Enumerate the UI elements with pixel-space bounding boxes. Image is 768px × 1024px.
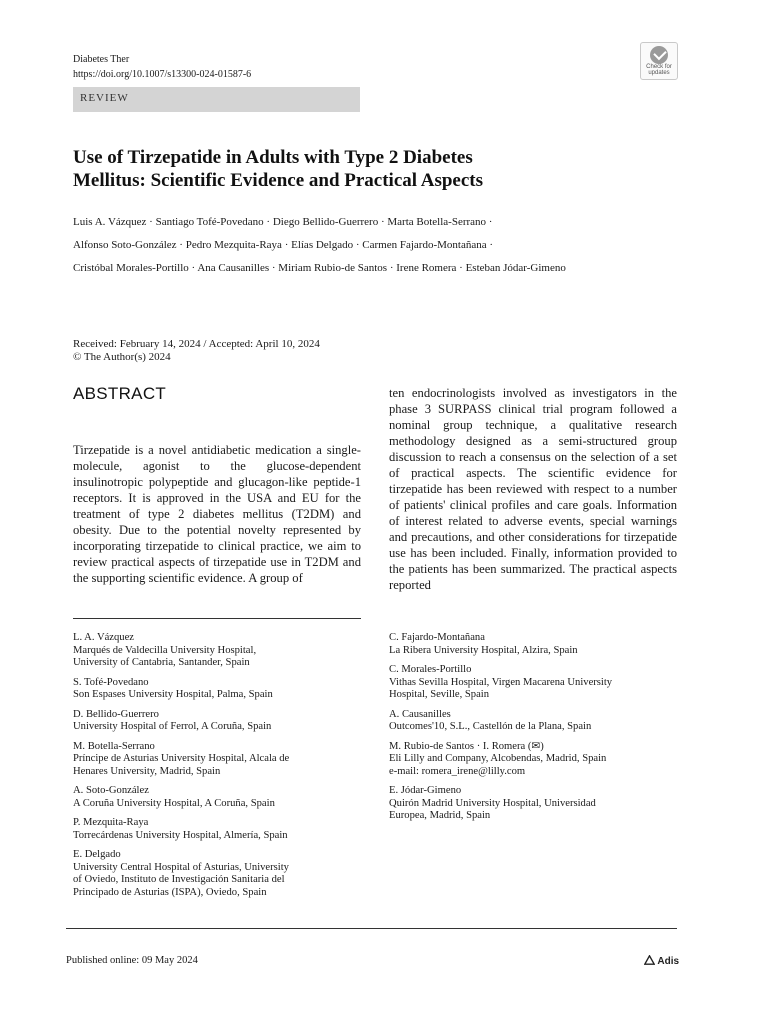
affiliation-line: Son Espases University Hospital, Palma, Spain (73, 689, 273, 700)
journal-name: Diabetes Ther (73, 54, 130, 65)
affiliation-line: Principado de Asturias (ISPA), Oviedo, Spain (73, 886, 267, 898)
abstract-heading: ABSTRACT (73, 384, 167, 403)
affiliation-entry (389, 785, 679, 823)
affiliation-line: Outcomes'10, S.L., Castellón de la Plana, Spain (389, 721, 592, 732)
affiliation-author: C. Fajardo-Montañana (389, 632, 485, 643)
check-for-updates-icon (650, 46, 668, 64)
adis-triangle-icon (644, 955, 655, 965)
affiliation-author: L. A. Vázquez (73, 632, 134, 643)
article-title (73, 146, 673, 192)
authors-line: Cristóbal Morales-Portillo · Ana Causanilles · Miriam Rubio-de Santos · Irene Romera · Esteban Jódar-Gimeno (73, 262, 566, 274)
affiliation-line: A Coruña University Hospital, A Coruña, Spain (73, 797, 275, 809)
affiliations-right (389, 632, 679, 830)
affiliation-line: of Oviedo, Instituto de Investigación Sanitaria del (73, 874, 285, 885)
affiliation-line: Marqués de Valdecilla University Hospital, (73, 644, 257, 656)
affiliation-line: Henares University, Madrid, Spain (73, 765, 221, 777)
affiliation-entry (73, 677, 363, 702)
article-type-bar (73, 87, 360, 112)
badge-line2: updates (648, 70, 670, 76)
abstract-text-col1: Tirzepatide is a novel antidiabetic medication a single-molecule, agonist to the glucose-dependent insulinotropic polypeptide and glucagon-like peptide-1 receptors. It is approved in the USA and EU for the treatment of type 2 diabetes mellitus (T2DM) and obesity. Due to the potential novelty represented by incorporating tirzepatide to clinical practice, we aim to review practical aspects of tirzepatide use in T2DM and the supporting scientific evidence. A group of (73, 443, 361, 585)
affiliation-line: Eli Lilly and Company, Alcobendas, Madrid, Spain (389, 753, 607, 764)
title-line: Use of Tirzepatide in Adults with Type 2 Diabetes (73, 147, 473, 168)
affiliation-author: A. Causanilles (389, 708, 451, 720)
affiliation-entry (389, 709, 679, 734)
affiliation-entry (389, 632, 679, 657)
affiliation-author: E. Jódar-Gimeno (389, 785, 462, 796)
affiliation-line: La Ribera University Hospital, Alzira, Spain (389, 644, 578, 656)
doi-link[interactable]: https://doi.org/10.1007/s13300-024-01587-6 (73, 69, 252, 80)
affiliation-author: D. Bellido-Guerrero (73, 708, 159, 720)
affiliation-author: M. Botella-Serrano (73, 740, 155, 752)
affiliation-author: C. Morales-Portillo (389, 664, 472, 675)
badge-line1: Check for (646, 64, 672, 70)
publisher-name: Adis (657, 956, 680, 967)
article-dates (73, 338, 320, 364)
abstract-text-col2: ten endocrinologists involved as investigators in the phase 3 SURPASS clinical trial program followed a nominal group technique, a qualitative research methodology designed as a semi-structured group discussion to reach a consensus on the selection of a set of practical aspects. The scientific evidence for tirzepatide has been reviewed with respect to a number of patients' clinical profiles and care goals. Information of interest related to adverse events, special warnings and precautions, and other considerations for tirzepatide use has been included. Finally, information provided to the patients has been summarized. The practical aspects reported (389, 386, 677, 592)
affiliation-author: E. Delgado (73, 849, 121, 860)
check-for-updates-badge[interactable] (640, 42, 678, 80)
affiliation-line: Príncipe de Asturias University Hospital, Alcala de (73, 753, 290, 764)
title-line: Mellitus: Scientific Evidence and Practical Aspects (73, 170, 484, 191)
received-accepted: Received: February 14, 2024 / Accepted: April 10, 2024 (73, 338, 320, 350)
affiliation-line: e-mail: romera_irene@lilly.com (389, 765, 526, 777)
affiliation-line: University of Cantabria, Santander, Spain (73, 657, 250, 668)
affiliation-line: Vithas Sevilla Hospital, Virgen Macarena University (389, 676, 613, 688)
affiliations-divider (73, 618, 361, 619)
affiliation-entry (389, 741, 679, 779)
affiliation-entry (73, 632, 363, 670)
authors-line: Luis A. Vázquez · Santiago Tofé-Povedano · Diego Bellido-Guerrero · Marta Botella-Serrano · (73, 216, 493, 228)
affiliations-left (73, 632, 363, 906)
footer-divider (66, 928, 677, 929)
affiliation-line: University Hospital of Ferrol, A Coruña, Spain (73, 721, 272, 732)
affiliation-entry (73, 741, 363, 779)
affiliation-author: M. Rubio-de Santos · I. Romera (✉) (389, 740, 544, 752)
publisher-logo (644, 955, 679, 967)
affiliation-line: University Central Hospital of Asturias, University (73, 861, 289, 873)
copyright: © The Author(s) 2024 (73, 351, 171, 363)
affiliation-line: Torrecárdenas University Hospital, Almería, Spain (73, 829, 288, 841)
affiliation-line: Europea, Madrid, Spain (389, 810, 491, 821)
affiliation-author: S. Tofé-Povedano (73, 676, 149, 688)
affiliation-entry (389, 664, 679, 702)
affiliation-author: P. Mezquita-Raya (73, 817, 149, 828)
running-header (73, 52, 251, 82)
article-type: REVIEW (80, 92, 129, 104)
affiliation-author: A. Soto-González (73, 785, 149, 796)
affiliation-entry (73, 785, 363, 810)
affiliation-entry (73, 849, 363, 899)
affiliation-entry (73, 817, 363, 842)
authors-line: Alfonso Soto-González · Pedro Mezquita-Raya · Elías Delgado · Carmen Fajardo-Montañana · (73, 239, 494, 251)
author-list (73, 211, 703, 280)
affiliation-entry (73, 709, 363, 734)
affiliation-line: Quirón Madrid University Hospital, Universidad (389, 797, 596, 809)
published-online: Published online: 09 May 2024 (66, 955, 198, 966)
affiliation-line: Hospital, Seville, Spain (389, 689, 490, 700)
